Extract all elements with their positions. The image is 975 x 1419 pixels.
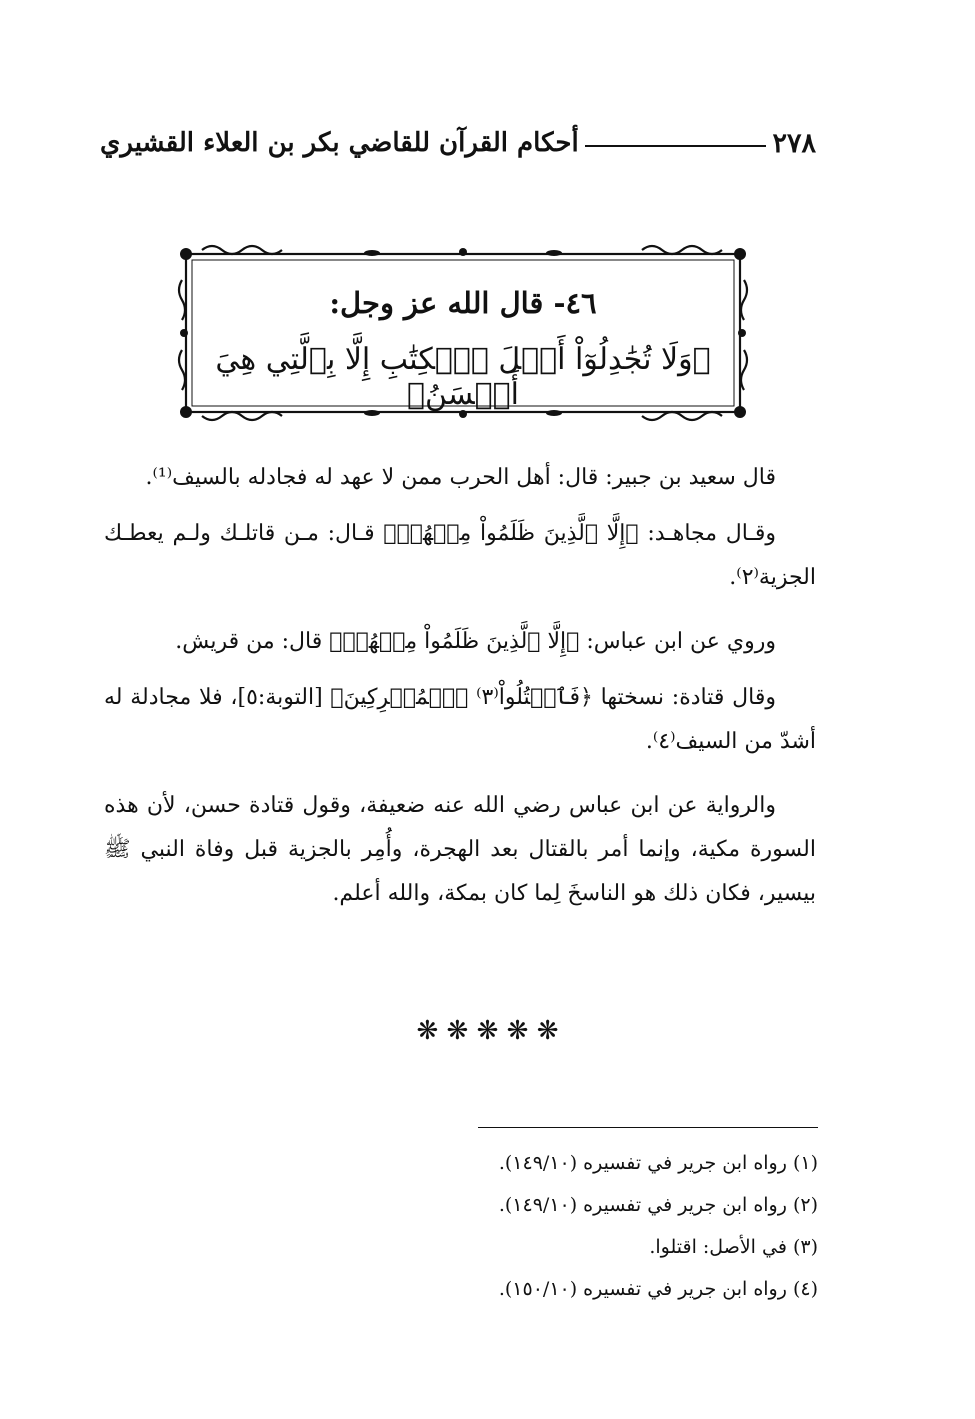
footnotes — [300, 1142, 818, 1310]
paragraph-5: والرواية عن ابن عباس رضي الله عنه ضعيفة، وقول قتادة حسن، لأن هذه السورة مكية، وإنما أمر بالقتال بعد الهجرة، وأُمِر بالجزية قبل وفاة النبي ﷺ بيسير، فكان ذلك هو الناسخَ لِما كان بمكة، والله أعلم. — [104, 793, 816, 906]
paragraph-1: قال سعيد بن جبير: قال: أهل الحرب ممن لا عهد له فجادله بالسيف⁽¹⁾. — [145, 465, 776, 490]
running-header — [100, 118, 816, 168]
paragraph-3: وروي عن ابن عباس: ﴿إِلَّا ٱلَّذِينَ ظَلَمُواْ مِنۡهُمۡ﴾ قال: من قريش. — [175, 629, 776, 654]
paragraph-2: وقـال مجاهـد: ﴿إِلَّا ٱلَّذِينَ ظَلَمُواْ مِنۡهُمۡ﴾ قـال: مـن قاتلـك ولـم يعطـك الجزية⁽٢⁾. — [104, 521, 816, 590]
footnote-3: (٣) في الأصل: اقتلوا. — [649, 1236, 818, 1258]
quran-verse: ﴿وَلَا تُجَٰدِلُوٓاْ أَهۡلَ ٱلۡكِتَٰبِ إِلَّا بِٱلَّتِي هِيَ أَحۡسَنُ﴾ — [215, 342, 711, 412]
paragraph-4: وقال قتادة: نسختها ﴿فَٱقۡتُلُواْ⁽٣⁾ ٱلۡمُشۡرِكِينَ﴾ [التوبة:٥]، فلا مجادلة له أشدّ من السيف⁽٤⁾. — [104, 685, 816, 754]
footnote-1: (١) رواه ابن جرير في تفسيره (١٤٩/١٠). — [498, 1152, 818, 1174]
ornamental-title-box — [172, 240, 754, 426]
section-separator: ❋ ❋ ❋ ❋ ❋ — [416, 1016, 559, 1046]
page-number: ٢٧٨ — [772, 127, 816, 159]
section-heading: ٤٦- قال الله عز وجل: — [329, 286, 597, 320]
footnote-rule — [478, 1127, 818, 1128]
footnote-4: (٤) رواه ابن جرير في تفسيره (١٥٠/١٠). — [498, 1278, 818, 1300]
book-title: أحكام القرآن للقاضي بكر بن العلاء القشيري — [100, 128, 579, 158]
header-rule — [585, 145, 767, 147]
footnote-2: (٢) رواه ابن جرير في تفسيره (١٤٩/١٠). — [498, 1194, 818, 1216]
